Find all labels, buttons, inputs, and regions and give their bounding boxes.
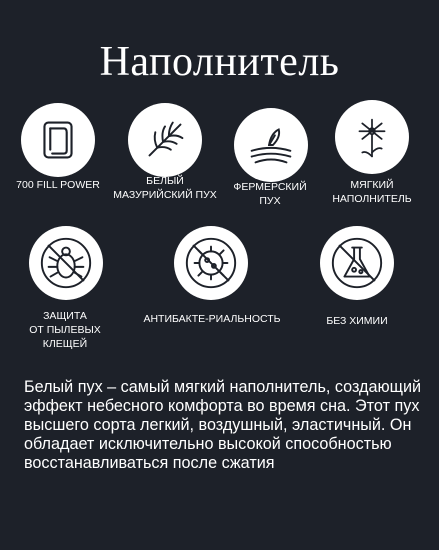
feature-label-no-chemicals: БЕЗ ХИМИИ	[326, 315, 388, 327]
feature-label-antibacterial: АНТИБАКТЕ-РИАЛЬНОСТЬ	[143, 313, 281, 325]
feather-branch-icon	[128, 103, 202, 177]
dandelion-icon	[335, 100, 409, 174]
feature-label-mite-protection: ЗАЩИТА ОТ ПЫЛЕВЫХ КЛЕЩЕЙ	[29, 310, 101, 350]
farm-field-feather-icon	[234, 108, 308, 182]
no-bacteria-icon	[174, 226, 248, 300]
feature-label-farm-down: ФЕРМЕРСКИЙ ПУХ	[233, 181, 307, 207]
description-text: Белый пух – самый мягкий наполнитель, создающий эффект небесного комфорта во время сна. Этот пух высшего сорта легкий, воздушный, эластичный. Он обладает исключительно высокой способностью восстанавливаться после сжатия	[24, 378, 422, 472]
fill-power-icon	[21, 103, 95, 177]
feature-label-white-down: БЕЛЫЙ МАЗУРИЙСКИЙ ПУХ	[113, 175, 217, 201]
page-title: Наполнитель	[99, 39, 340, 85]
feature-label-soft-filling: МЯГКИЙ НАПОЛНИТЕЛЬ	[332, 179, 412, 205]
feature-label-fill-power: 700 FILL POWER	[16, 179, 100, 191]
no-mite-icon	[29, 226, 103, 300]
no-chemicals-icon	[320, 226, 394, 300]
